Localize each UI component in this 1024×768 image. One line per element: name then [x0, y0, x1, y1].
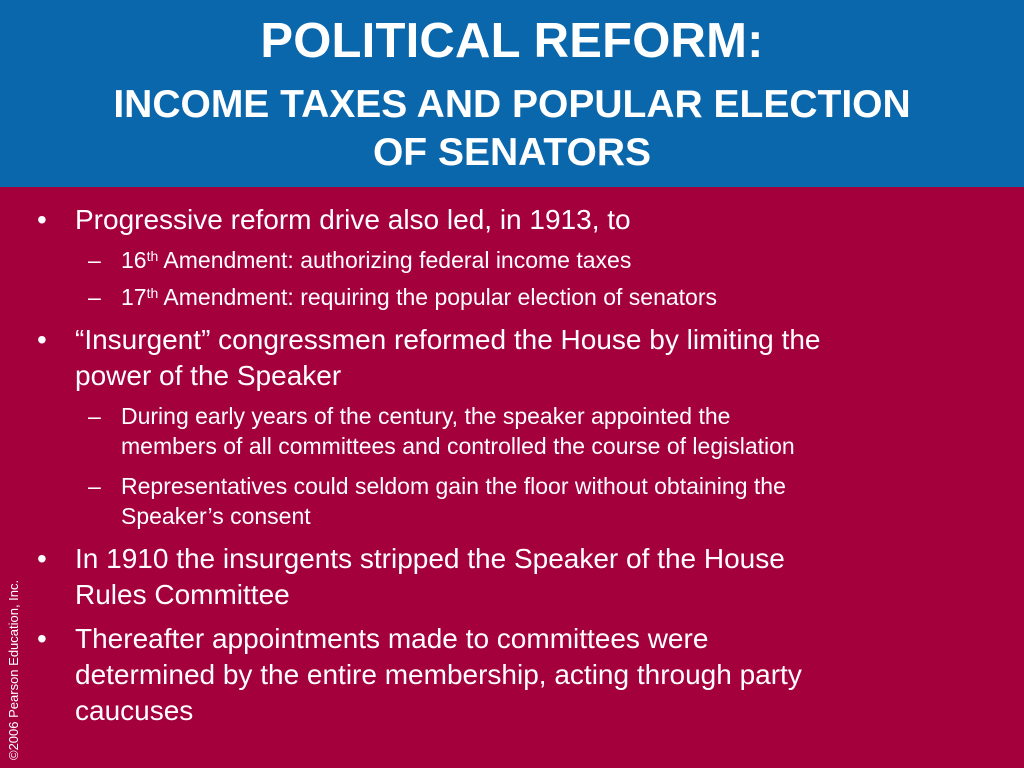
- bullet-marker: •: [37, 623, 47, 654]
- dash-marker: –: [88, 247, 101, 273]
- bullet-3-line-2: Rules Committee: [75, 579, 290, 610]
- sub-text: Amendment: authorizing federal income taxes: [158, 247, 632, 273]
- bullet-2-sub-2-line-1: Representatives could seldom gain the floor without obtaining the: [121, 473, 786, 499]
- slide-subtitle-line-2: OF SENATORS: [372, 131, 652, 174]
- bullet-1-sub-1: [121, 245, 1001, 275]
- bullet-2-line-1: “Insurgent” congressmen reformed the House by limiting the: [75, 324, 821, 355]
- bullet-3-line-1: In 1910 the insurgents stripped the Speaker of the House: [75, 543, 785, 574]
- bullet-4-line-2: determined by the entire membership, acting through party: [75, 659, 802, 690]
- sub-text: Amendment: requiring the popular election of senators: [158, 284, 718, 310]
- bullet-1-text: Progressive reform drive also led, in 1913, to: [75, 204, 631, 235]
- bullet-4-line-3: caucuses: [75, 695, 194, 726]
- slide-subtitle-line-1: INCOME TAXES AND POPULAR ELECTION: [113, 83, 911, 126]
- bullet-marker: •: [37, 204, 47, 235]
- amendment-number: 16: [121, 247, 147, 273]
- dash-marker: –: [88, 403, 101, 429]
- ordinal-suffix: th: [146, 285, 159, 301]
- dash-marker: –: [88, 473, 101, 499]
- bullet-2-line-2: power of the Speaker: [75, 360, 342, 391]
- bullet-2-sub-1-line-1: During early years of the century, the speaker appointed the: [121, 403, 731, 429]
- bullet-2-sub-1-line-2: members of all committees and controlled the course of legislation: [121, 433, 795, 459]
- copyright-notice: ©2006 Pearson Education, Inc.: [6, 579, 21, 760]
- slide-title: POLITICAL REFORM:: [260, 14, 764, 68]
- bullet-1-sub-2: [121, 282, 1001, 312]
- dash-marker: –: [88, 284, 101, 310]
- bullet-marker: •: [37, 543, 47, 574]
- amendment-number: 17: [121, 284, 147, 310]
- bullet-4-line-1: Thereafter appointments made to committees were: [75, 623, 709, 654]
- bullet-marker: •: [37, 324, 47, 355]
- ordinal-suffix: th: [146, 248, 159, 264]
- bullet-2-sub-2-line-2: Speaker’s consent: [121, 503, 311, 529]
